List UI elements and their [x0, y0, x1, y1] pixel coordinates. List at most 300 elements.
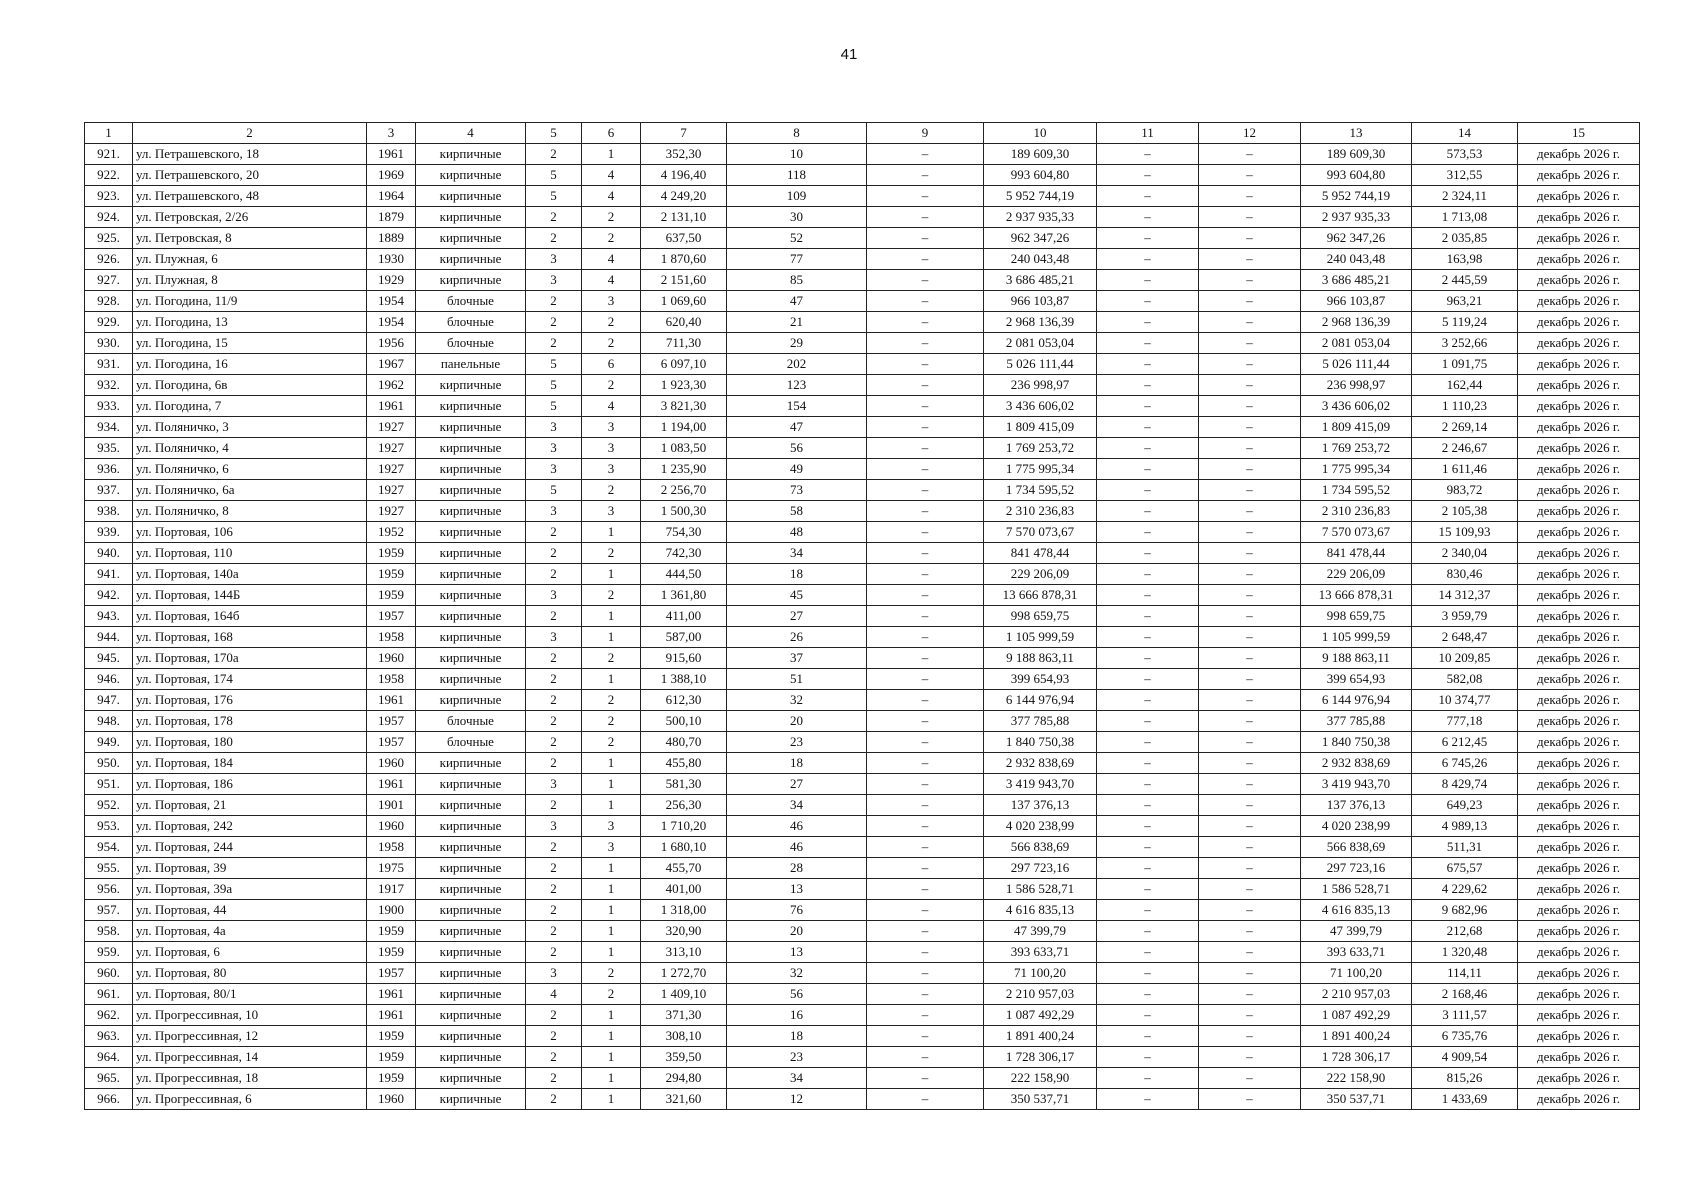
cell-col-10: 350 537,71	[984, 1089, 1097, 1110]
cell-area: 637,50	[641, 228, 727, 249]
cell-col-12: –	[1199, 858, 1301, 879]
table-row	[85, 585, 1640, 606]
cell-col-11: –	[1097, 942, 1199, 963]
cell-col-12: –	[1199, 606, 1301, 627]
table-row	[85, 795, 1640, 816]
column-header-1: 1	[85, 123, 133, 144]
table-row	[85, 501, 1640, 522]
cell-cost-per-sqm: 1 320,48	[1412, 942, 1518, 963]
cell-wall-material: кирпичные	[416, 858, 526, 879]
cell-row-number: 939.	[85, 522, 133, 543]
cell-floors: 2	[526, 1089, 582, 1110]
cell-row-number: 950.	[85, 753, 133, 774]
table-row	[85, 480, 1640, 501]
cell-col-11: –	[1097, 816, 1199, 837]
cell-year-built: 1957	[367, 732, 416, 753]
table-row	[85, 963, 1640, 984]
cell-deadline: декабрь 2026 г.	[1518, 1089, 1640, 1110]
cell-entrances: 1	[582, 564, 641, 585]
cell-entrances: 3	[582, 816, 641, 837]
cell-wall-material: кирпичные	[416, 144, 526, 165]
cell-col-11: –	[1097, 543, 1199, 564]
cell-col-12: –	[1199, 795, 1301, 816]
cell-floors: 2	[526, 879, 582, 900]
cell-col-12: –	[1199, 879, 1301, 900]
cell-entrances: 1	[582, 921, 641, 942]
cell-col-11: –	[1097, 900, 1199, 921]
cell-col-12: –	[1199, 732, 1301, 753]
cell-row-number: 923.	[85, 186, 133, 207]
cell-area: 2 151,60	[641, 270, 727, 291]
cell-col-11: –	[1097, 438, 1199, 459]
cell-area: 480,70	[641, 732, 727, 753]
cell-total-cost: 2 081 053,04	[1301, 333, 1412, 354]
cell-wall-material: кирпичные	[416, 627, 526, 648]
cell-address: ул. Петрашевского, 20	[133, 165, 367, 186]
cell-cost-per-sqm: 2 269,14	[1412, 417, 1518, 438]
cell-deadline: декабрь 2026 г.	[1518, 711, 1640, 732]
cell-floors: 3	[526, 501, 582, 522]
cell-col-9: –	[867, 144, 984, 165]
cell-col-9: –	[867, 1068, 984, 1089]
cell-wall-material: кирпичные	[416, 417, 526, 438]
table-header-row	[85, 123, 1640, 144]
cell-wall-material: кирпичные	[416, 606, 526, 627]
cell-residents: 23	[727, 1047, 867, 1068]
cell-floors: 2	[526, 606, 582, 627]
column-header-4: 4	[416, 123, 526, 144]
table-row	[85, 879, 1640, 900]
cell-floors: 2	[526, 1026, 582, 1047]
cell-address: ул. Портовая, 110	[133, 543, 367, 564]
cell-area: 352,30	[641, 144, 727, 165]
cell-wall-material: кирпичные	[416, 396, 526, 417]
cell-col-12: –	[1199, 249, 1301, 270]
cell-address: ул. Погодина, 16	[133, 354, 367, 375]
cell-total-cost: 6 144 976,94	[1301, 690, 1412, 711]
cell-col-11: –	[1097, 144, 1199, 165]
cell-entrances: 1	[582, 1068, 641, 1089]
cell-residents: 202	[727, 354, 867, 375]
cell-row-number: 953.	[85, 816, 133, 837]
table-row	[85, 333, 1640, 354]
cell-cost-per-sqm: 1 110,23	[1412, 396, 1518, 417]
cell-floors: 2	[526, 858, 582, 879]
cell-area: 313,10	[641, 942, 727, 963]
cell-year-built: 1959	[367, 585, 416, 606]
cell-col-12: –	[1199, 312, 1301, 333]
cell-row-number: 924.	[85, 207, 133, 228]
cell-floors: 5	[526, 354, 582, 375]
cell-row-number: 940.	[85, 543, 133, 564]
cell-address: ул. Портовая, 144Б	[133, 585, 367, 606]
cell-floors: 5	[526, 396, 582, 417]
cell-floors: 2	[526, 648, 582, 669]
cell-address: ул. Портовая, 174	[133, 669, 367, 690]
cell-address: ул. Поляничко, 3	[133, 417, 367, 438]
cell-residents: 46	[727, 816, 867, 837]
cell-col-12: –	[1199, 396, 1301, 417]
cell-area: 4 196,40	[641, 165, 727, 186]
cell-col-11: –	[1097, 564, 1199, 585]
cell-col-10: 1 734 595,52	[984, 480, 1097, 501]
cell-cost-per-sqm: 675,57	[1412, 858, 1518, 879]
cell-deadline: декабрь 2026 г.	[1518, 165, 1640, 186]
cell-floors: 2	[526, 900, 582, 921]
table-row	[85, 1005, 1640, 1026]
cell-col-11: –	[1097, 984, 1199, 1005]
cell-total-cost: 222 158,90	[1301, 1068, 1412, 1089]
cell-entrances: 3	[582, 459, 641, 480]
cell-year-built: 1961	[367, 984, 416, 1005]
cell-col-11: –	[1097, 837, 1199, 858]
cell-entrances: 2	[582, 648, 641, 669]
cell-col-12: –	[1199, 1026, 1301, 1047]
cell-col-11: –	[1097, 354, 1199, 375]
cell-area: 1 710,20	[641, 816, 727, 837]
cell-floors: 2	[526, 312, 582, 333]
cell-col-9: –	[867, 291, 984, 312]
cell-wall-material: кирпичные	[416, 1005, 526, 1026]
table-row	[85, 837, 1640, 858]
cell-total-cost: 3 436 606,02	[1301, 396, 1412, 417]
cell-col-10: 222 158,90	[984, 1068, 1097, 1089]
cell-residents: 28	[727, 858, 867, 879]
cell-address: ул. Портовая, 80	[133, 963, 367, 984]
cell-year-built: 1927	[367, 480, 416, 501]
cell-year-built: 1960	[367, 816, 416, 837]
cell-floors: 5	[526, 480, 582, 501]
cell-year-built: 1961	[367, 144, 416, 165]
cell-total-cost: 2 937 935,33	[1301, 207, 1412, 228]
table-row	[85, 711, 1640, 732]
cell-floors: 2	[526, 753, 582, 774]
cell-col-9: –	[867, 606, 984, 627]
cell-total-cost: 1 734 595,52	[1301, 480, 1412, 501]
cell-row-number: 959.	[85, 942, 133, 963]
cell-col-9: –	[867, 207, 984, 228]
cell-row-number: 935.	[85, 438, 133, 459]
cell-area: 612,30	[641, 690, 727, 711]
cell-cost-per-sqm: 8 429,74	[1412, 774, 1518, 795]
cell-deadline: декабрь 2026 г.	[1518, 1068, 1640, 1089]
table-row	[85, 627, 1640, 648]
cell-residents: 56	[727, 984, 867, 1005]
cell-residents: 21	[727, 312, 867, 333]
cell-row-number: 964.	[85, 1047, 133, 1068]
cell-total-cost: 5 952 744,19	[1301, 186, 1412, 207]
cell-residents: 10	[727, 144, 867, 165]
cell-cost-per-sqm: 114,11	[1412, 963, 1518, 984]
table-row	[85, 165, 1640, 186]
cell-wall-material: блочные	[416, 711, 526, 732]
cell-wall-material: кирпичные	[416, 774, 526, 795]
cell-area: 256,30	[641, 795, 727, 816]
cell-area: 411,00	[641, 606, 727, 627]
cell-floors: 3	[526, 585, 582, 606]
cell-deadline: декабрь 2026 г.	[1518, 1005, 1640, 1026]
cell-entrances: 1	[582, 753, 641, 774]
cell-address: ул. Портовая, 39	[133, 858, 367, 879]
cell-entrances: 2	[582, 333, 641, 354]
cell-entrances: 1	[582, 879, 641, 900]
cell-entrances: 3	[582, 438, 641, 459]
cell-deadline: декабрь 2026 г.	[1518, 690, 1640, 711]
cell-col-9: –	[867, 711, 984, 732]
cell-row-number: 929.	[85, 312, 133, 333]
table-body	[85, 144, 1640, 1110]
cell-cost-per-sqm: 1 713,08	[1412, 207, 1518, 228]
cell-col-11: –	[1097, 480, 1199, 501]
cell-address: ул. Портовая, 4а	[133, 921, 367, 942]
cell-address: ул. Портовая, 39а	[133, 879, 367, 900]
cell-cost-per-sqm: 649,23	[1412, 795, 1518, 816]
cell-total-cost: 1 891 400,24	[1301, 1026, 1412, 1047]
cell-col-11: –	[1097, 669, 1199, 690]
cell-col-9: –	[867, 816, 984, 837]
cell-year-built: 1952	[367, 522, 416, 543]
cell-col-12: –	[1199, 753, 1301, 774]
cell-address: ул. Погодина, 11/9	[133, 291, 367, 312]
cell-wall-material: кирпичные	[416, 1068, 526, 1089]
cell-total-cost: 7 570 073,67	[1301, 522, 1412, 543]
cell-col-9: –	[867, 228, 984, 249]
cell-address: ул. Портовая, 106	[133, 522, 367, 543]
cell-year-built: 1956	[367, 333, 416, 354]
cell-row-number: 946.	[85, 669, 133, 690]
cell-col-11: –	[1097, 375, 1199, 396]
cell-area: 294,80	[641, 1068, 727, 1089]
cell-row-number: 965.	[85, 1068, 133, 1089]
table-row	[85, 543, 1640, 564]
cell-total-cost: 1 087 492,29	[1301, 1005, 1412, 1026]
cell-col-11: –	[1097, 858, 1199, 879]
cell-area: 1 194,00	[641, 417, 727, 438]
cell-col-10: 393 633,71	[984, 942, 1097, 963]
cell-col-12: –	[1199, 270, 1301, 291]
cell-wall-material: кирпичные	[416, 963, 526, 984]
cell-col-12: –	[1199, 669, 1301, 690]
table-row	[85, 417, 1640, 438]
cell-year-built: 1967	[367, 354, 416, 375]
cell-row-number: 952.	[85, 795, 133, 816]
cell-floors: 2	[526, 522, 582, 543]
cell-address: ул. Плужная, 8	[133, 270, 367, 291]
cell-row-number: 934.	[85, 417, 133, 438]
cell-col-11: –	[1097, 627, 1199, 648]
cell-wall-material: кирпичные	[416, 543, 526, 564]
table-row	[85, 354, 1640, 375]
cell-wall-material: кирпичные	[416, 900, 526, 921]
cell-area: 320,90	[641, 921, 727, 942]
cell-wall-material: кирпичные	[416, 942, 526, 963]
cell-year-built: 1954	[367, 312, 416, 333]
cell-entrances: 1	[582, 1047, 641, 1068]
cell-col-12: –	[1199, 501, 1301, 522]
cell-col-11: –	[1097, 270, 1199, 291]
cell-cost-per-sqm: 162,44	[1412, 375, 1518, 396]
column-header-3: 3	[367, 123, 416, 144]
cell-total-cost: 2 968 136,39	[1301, 312, 1412, 333]
cell-floors: 3	[526, 816, 582, 837]
column-header-10: 10	[984, 123, 1097, 144]
cell-col-10: 3 419 943,70	[984, 774, 1097, 795]
cell-year-built: 1879	[367, 207, 416, 228]
cell-row-number: 925.	[85, 228, 133, 249]
cell-year-built: 1960	[367, 753, 416, 774]
table-row	[85, 207, 1640, 228]
column-header-12: 12	[1199, 123, 1301, 144]
cell-area: 742,30	[641, 543, 727, 564]
cell-cost-per-sqm: 3 252,66	[1412, 333, 1518, 354]
cell-address: ул. Поляничко, 4	[133, 438, 367, 459]
cell-col-10: 1 087 492,29	[984, 1005, 1097, 1026]
cell-total-cost: 3 419 943,70	[1301, 774, 1412, 795]
cell-row-number: 949.	[85, 732, 133, 753]
cell-floors: 2	[526, 228, 582, 249]
cell-col-10: 1 769 253,72	[984, 438, 1097, 459]
cell-row-number: 951.	[85, 774, 133, 795]
cell-cost-per-sqm: 1 611,46	[1412, 459, 1518, 480]
cell-year-built: 1960	[367, 648, 416, 669]
cell-area: 371,30	[641, 1005, 727, 1026]
cell-year-built: 1959	[367, 1026, 416, 1047]
cell-col-9: –	[867, 480, 984, 501]
table-row	[85, 228, 1640, 249]
cell-col-11: –	[1097, 1047, 1199, 1068]
cell-year-built: 1900	[367, 900, 416, 921]
cell-deadline: декабрь 2026 г.	[1518, 249, 1640, 270]
cell-col-10: 1 840 750,38	[984, 732, 1097, 753]
cell-deadline: декабрь 2026 г.	[1518, 816, 1640, 837]
cell-deadline: декабрь 2026 г.	[1518, 1026, 1640, 1047]
cell-entrances: 2	[582, 207, 641, 228]
cell-col-12: –	[1199, 627, 1301, 648]
cell-area: 359,50	[641, 1047, 727, 1068]
cell-col-11: –	[1097, 606, 1199, 627]
cell-col-10: 71 100,20	[984, 963, 1097, 984]
cell-address: ул. Плужная, 6	[133, 249, 367, 270]
cell-year-built: 1959	[367, 1047, 416, 1068]
cell-total-cost: 297 723,16	[1301, 858, 1412, 879]
cell-cost-per-sqm: 2 035,85	[1412, 228, 1518, 249]
cell-area: 1 235,90	[641, 459, 727, 480]
cell-col-11: –	[1097, 333, 1199, 354]
cell-area: 455,70	[641, 858, 727, 879]
cell-deadline: декабрь 2026 г.	[1518, 921, 1640, 942]
cell-row-number: 958.	[85, 921, 133, 942]
cell-total-cost: 1 586 528,71	[1301, 879, 1412, 900]
cell-residents: 20	[727, 711, 867, 732]
cell-wall-material: кирпичные	[416, 921, 526, 942]
column-header-14: 14	[1412, 123, 1518, 144]
cell-total-cost: 993 604,80	[1301, 165, 1412, 186]
cell-col-9: –	[867, 963, 984, 984]
cell-year-built: 1962	[367, 375, 416, 396]
cell-residents: 46	[727, 837, 867, 858]
cell-deadline: декабрь 2026 г.	[1518, 564, 1640, 585]
table-row	[85, 522, 1640, 543]
table-row	[85, 900, 1640, 921]
cell-wall-material: кирпичные	[416, 375, 526, 396]
cell-address: ул. Портовая, 244	[133, 837, 367, 858]
column-header-15: 15	[1518, 123, 1640, 144]
cell-col-10: 2 937 935,33	[984, 207, 1097, 228]
cell-cost-per-sqm: 5 119,24	[1412, 312, 1518, 333]
cell-cost-per-sqm: 2 168,46	[1412, 984, 1518, 1005]
cell-address: ул. Прогрессивная, 12	[133, 1026, 367, 1047]
cell-row-number: 942.	[85, 585, 133, 606]
cell-area: 2 256,70	[641, 480, 727, 501]
cell-row-number: 966.	[85, 1089, 133, 1110]
cell-floors: 3	[526, 963, 582, 984]
cell-col-10: 2 968 136,39	[984, 312, 1097, 333]
cell-col-12: –	[1199, 354, 1301, 375]
cell-col-11: –	[1097, 228, 1199, 249]
cell-area: 915,60	[641, 648, 727, 669]
cell-residents: 18	[727, 1026, 867, 1047]
table-row	[85, 438, 1640, 459]
cell-wall-material: блочные	[416, 291, 526, 312]
cell-col-9: –	[867, 837, 984, 858]
cell-residents: 73	[727, 480, 867, 501]
cell-col-9: –	[867, 921, 984, 942]
cell-address: ул. Прогрессивная, 10	[133, 1005, 367, 1026]
cell-floors: 5	[526, 186, 582, 207]
cell-residents: 123	[727, 375, 867, 396]
cell-total-cost: 399 654,93	[1301, 669, 1412, 690]
cell-row-number: 960.	[85, 963, 133, 984]
cell-entrances: 2	[582, 375, 641, 396]
cell-col-12: –	[1199, 438, 1301, 459]
cell-row-number: 930.	[85, 333, 133, 354]
cell-area: 455,80	[641, 753, 727, 774]
cell-col-10: 229 206,09	[984, 564, 1097, 585]
cell-floors: 3	[526, 459, 582, 480]
cell-area: 711,30	[641, 333, 727, 354]
cell-area: 581,30	[641, 774, 727, 795]
cell-col-9: –	[867, 543, 984, 564]
cell-row-number: 956.	[85, 879, 133, 900]
cell-col-11: –	[1097, 291, 1199, 312]
cell-residents: 23	[727, 732, 867, 753]
cell-address: ул. Прогрессивная, 14	[133, 1047, 367, 1068]
cell-col-10: 566 838,69	[984, 837, 1097, 858]
cell-entrances: 4	[582, 396, 641, 417]
cell-address: ул. Поляничко, 6	[133, 459, 367, 480]
cell-deadline: декабрь 2026 г.	[1518, 480, 1640, 501]
cell-entrances: 1	[582, 1005, 641, 1026]
cell-deadline: декабрь 2026 г.	[1518, 207, 1640, 228]
cell-address: ул. Портовая, 170а	[133, 648, 367, 669]
cell-address: ул. Петрашевского, 18	[133, 144, 367, 165]
cell-total-cost: 4 616 835,13	[1301, 900, 1412, 921]
cell-wall-material: кирпичные	[416, 165, 526, 186]
table-row	[85, 186, 1640, 207]
cell-floors: 2	[526, 942, 582, 963]
cell-col-9: –	[867, 438, 984, 459]
column-header-5: 5	[526, 123, 582, 144]
cell-col-10: 236 998,97	[984, 375, 1097, 396]
cell-col-9: –	[867, 648, 984, 669]
cell-col-9: –	[867, 249, 984, 270]
cell-area: 444,50	[641, 564, 727, 585]
cell-floors: 2	[526, 711, 582, 732]
cell-address: ул. Погодина, 6в	[133, 375, 367, 396]
cell-col-12: –	[1199, 417, 1301, 438]
cell-address: ул. Портовая, 186	[133, 774, 367, 795]
cell-col-9: –	[867, 270, 984, 291]
